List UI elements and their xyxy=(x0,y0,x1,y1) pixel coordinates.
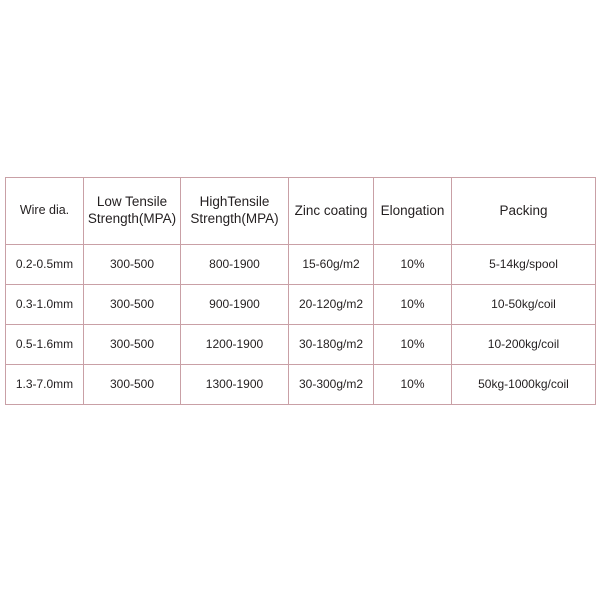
specification-table xyxy=(5,177,596,405)
column-header-packing-line1: Packing xyxy=(499,202,548,218)
specification-table-container xyxy=(5,177,595,405)
cell-zinc-coating: 20-120g/m2 xyxy=(289,285,374,325)
cell-high-tensile: 800-1900 xyxy=(181,245,289,285)
cell-zinc-coating: 30-300g/m2 xyxy=(289,365,374,405)
cell-elongation: 10% xyxy=(374,245,452,285)
column-header-elongation xyxy=(374,178,452,245)
cell-packing: 50kg-1000kg/coil xyxy=(452,365,596,405)
column-header-elongation-line1: Elongation xyxy=(380,202,445,218)
cell-wire-dia: 0.5-1.6mm xyxy=(6,325,84,365)
cell-elongation: 10% xyxy=(374,325,452,365)
column-header-packing xyxy=(452,178,596,245)
column-header-high-tensile-line1: HighTensile xyxy=(199,194,270,210)
column-header-wire-dia-line1: Wire dia. xyxy=(19,203,70,218)
cell-packing: 10-200kg/coil xyxy=(452,325,596,365)
cell-zinc-coating: 15-60g/m2 xyxy=(289,245,374,285)
cell-wire-dia: 1.3-7.0mm xyxy=(6,365,84,405)
cell-low-tensile: 300-500 xyxy=(84,365,181,405)
cell-elongation: 10% xyxy=(374,365,452,405)
cell-wire-dia: 0.3-1.0mm xyxy=(6,285,84,325)
column-header-wire-dia xyxy=(6,178,84,245)
cell-elongation: 10% xyxy=(374,285,452,325)
table-row xyxy=(6,325,596,365)
cell-high-tensile: 900-1900 xyxy=(181,285,289,325)
cell-zinc-coating: 30-180g/m2 xyxy=(289,325,374,365)
column-header-low-tensile xyxy=(84,178,181,245)
cell-high-tensile: 1200-1900 xyxy=(181,325,289,365)
cell-packing: 10-50kg/coil xyxy=(452,285,596,325)
cell-high-tensile: 1300-1900 xyxy=(181,365,289,405)
cell-packing: 5-14kg/spool xyxy=(452,245,596,285)
table-header-row xyxy=(6,178,596,245)
table-row xyxy=(6,365,596,405)
column-header-high-tensile xyxy=(181,178,289,245)
cell-wire-dia: 0.2-0.5mm xyxy=(6,245,84,285)
column-header-high-tensile-line2: Strength(MPA) xyxy=(190,211,279,226)
column-header-zinc-coating-line1: Zinc coating xyxy=(294,202,368,218)
cell-low-tensile: 300-500 xyxy=(84,325,181,365)
table-row xyxy=(6,245,596,285)
cell-low-tensile: 300-500 xyxy=(84,285,181,325)
column-header-low-tensile-line2: Strength(MPA) xyxy=(87,211,177,226)
column-header-zinc-coating xyxy=(289,178,374,245)
table-row xyxy=(6,285,596,325)
cell-low-tensile: 300-500 xyxy=(84,245,181,285)
column-header-low-tensile-line1: Low Tensile xyxy=(96,194,168,210)
